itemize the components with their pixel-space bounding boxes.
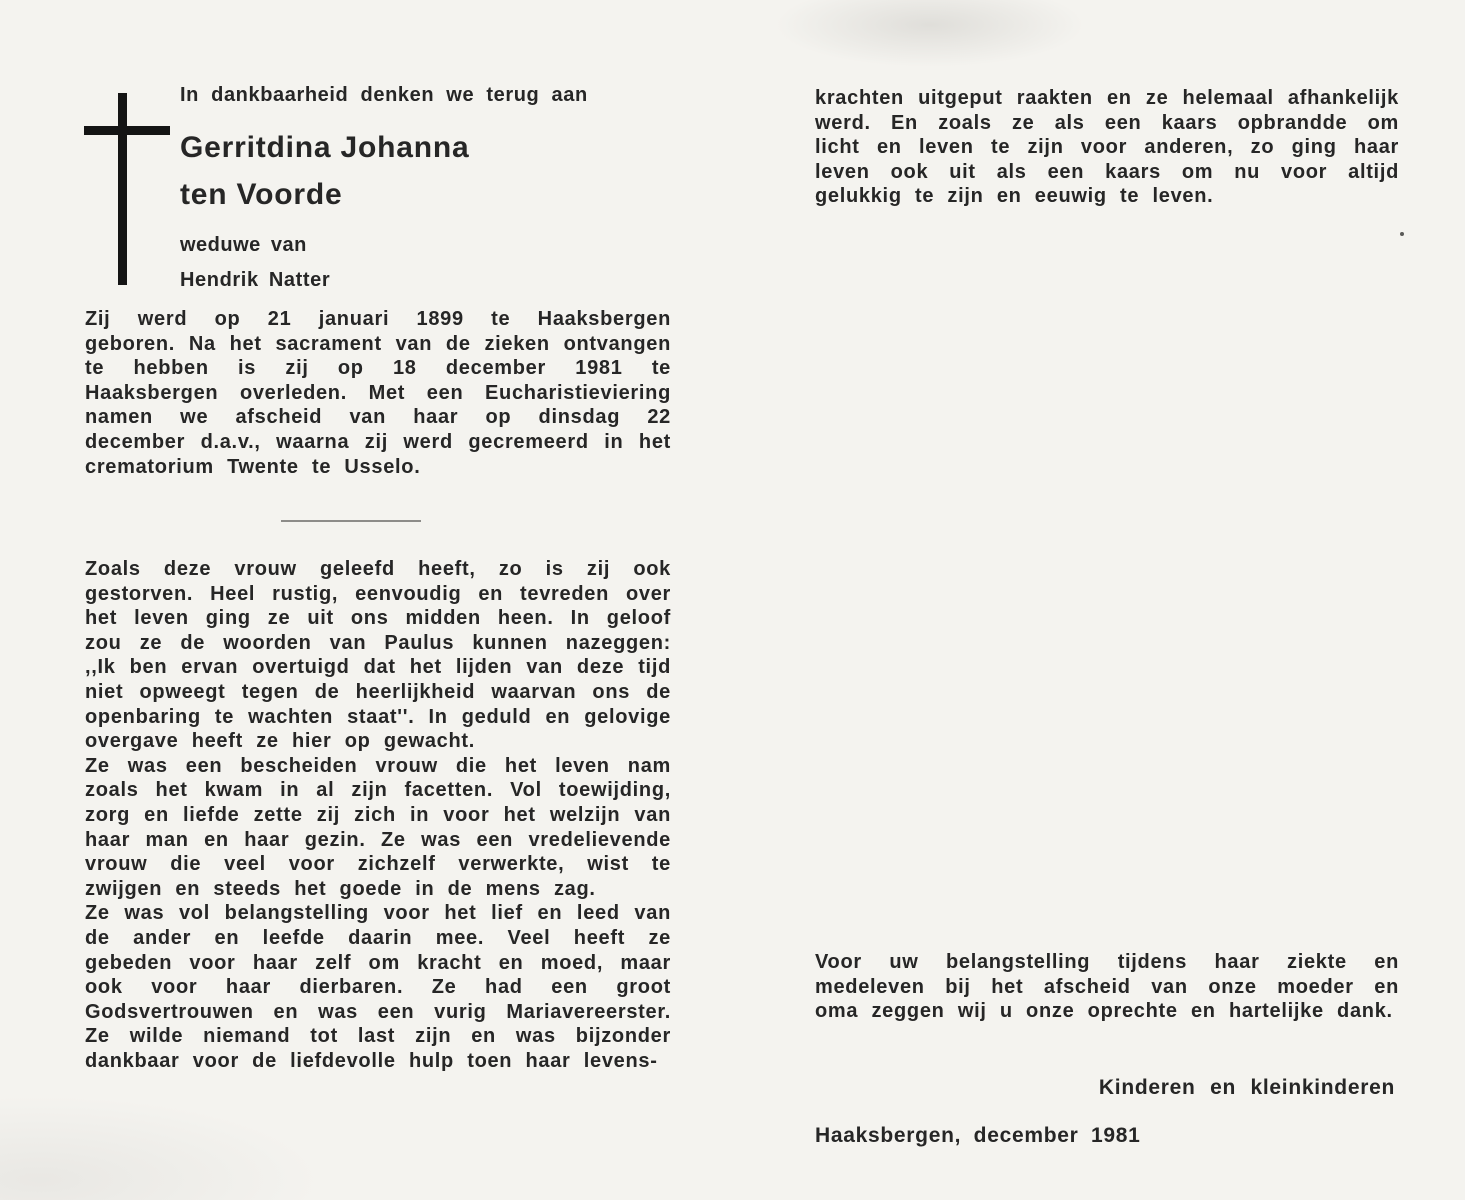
- eulogy-continuation-text: krachten uitgeput raakten en ze helemaal afhankelijk werd. En zoals ze als een kaars opbrandde om licht en leven te zijn voor anderen, zo ging haar leven ook uit als een kaars om nu voor altijd gelukkig te zijn en eeuwig te leven.: [815, 87, 1399, 208]
- eulogy-paragraph-3: Ze was vol belangstelling voor het lief en leed van de ander en leefde daarin mee. Veel heeft ze gebeden voor haar zelf om kracht en moed, maar ook voor haar dierbaren. Ze had een groot Godsvertrouwen en was een vurig Mariavereerster. Ze wilde niemand tot last zijn en was bijzonder dankbaar voor de liefdevolle hulp toen haar levens-: [85, 902, 671, 1072]
- acknowledgement-section: [815, 950, 1399, 1024]
- biography-paragraph: [85, 307, 671, 479]
- scan-speck: [1400, 232, 1404, 236]
- place-date-line: Haaksbergen, december 1981: [815, 1124, 1141, 1147]
- intro-line: In dankbaarheid denken we terug aan: [180, 84, 588, 106]
- husband-name: Hendrik Natter: [180, 269, 331, 291]
- signature-line: Kinderen en kleinkinderen: [1098, 1076, 1395, 1099]
- cross-vertical-bar: [118, 93, 127, 285]
- eulogy-paragraph-2: Ze was een bescheiden vrouw die het leven nam zoals het kwam in al zijn facetten. Vol toewijding, zorg en liefde zette zij zich in voor het welzijn van haar man en haar gezin. Ze was een vredelievende vrouw die veel voor zichzelf verwerkte, wist te zwijgen en steeds het goede in de mens zag.: [85, 754, 671, 900]
- deceased-name-line2: ten Voorde: [180, 178, 343, 211]
- biography-text: Zij werd op 21 januari 1899 te Haaksbergen geboren. Na het sacrament van de zieken ontvangen te hebben is zij op 18 december 1981 te Haaksbergen overleden. Met een Eucharistieviering namen we afscheid van haar op dinsdag 22 december d.a.v., waarna zij werd gecremeerd in het crematorium Twente te Usselo.: [85, 308, 671, 478]
- eulogy-paragraph-1: Zoals deze vrouw geleefd heeft, zo is zij ook gestorven. Heel rustig, eenvoudig en tevreden over het leven ging ze uit ons midden heen. In geloof zou ze de woorden van Paulus kunnen nazeggen: ,,Ik ben ervan overtuigd dat het lijden van deze tijd niet opweegt tegen de heerlijkheid waarvan ons de openbaring te wachten staat''. In geduld en gelovige overgave heeft ze hier op gewacht.: [85, 558, 671, 753]
- eulogy-continuation: [815, 86, 1399, 209]
- relation-label: weduwe van: [180, 234, 307, 256]
- deceased-name-line1: Gerritdina Johanna: [180, 131, 470, 164]
- section-divider: [281, 520, 421, 522]
- cross-horizontal-bar: [84, 126, 170, 135]
- eulogy-section: [85, 557, 671, 1073]
- memorial-header: [180, 84, 680, 292]
- acknowledgement-text: Voor uw belangstelling tijdens haar ziekte en medeleven bij het afscheid van onze moeder en oma zeggen wij u onze oprechte en hartelijke dank.: [815, 951, 1399, 1023]
